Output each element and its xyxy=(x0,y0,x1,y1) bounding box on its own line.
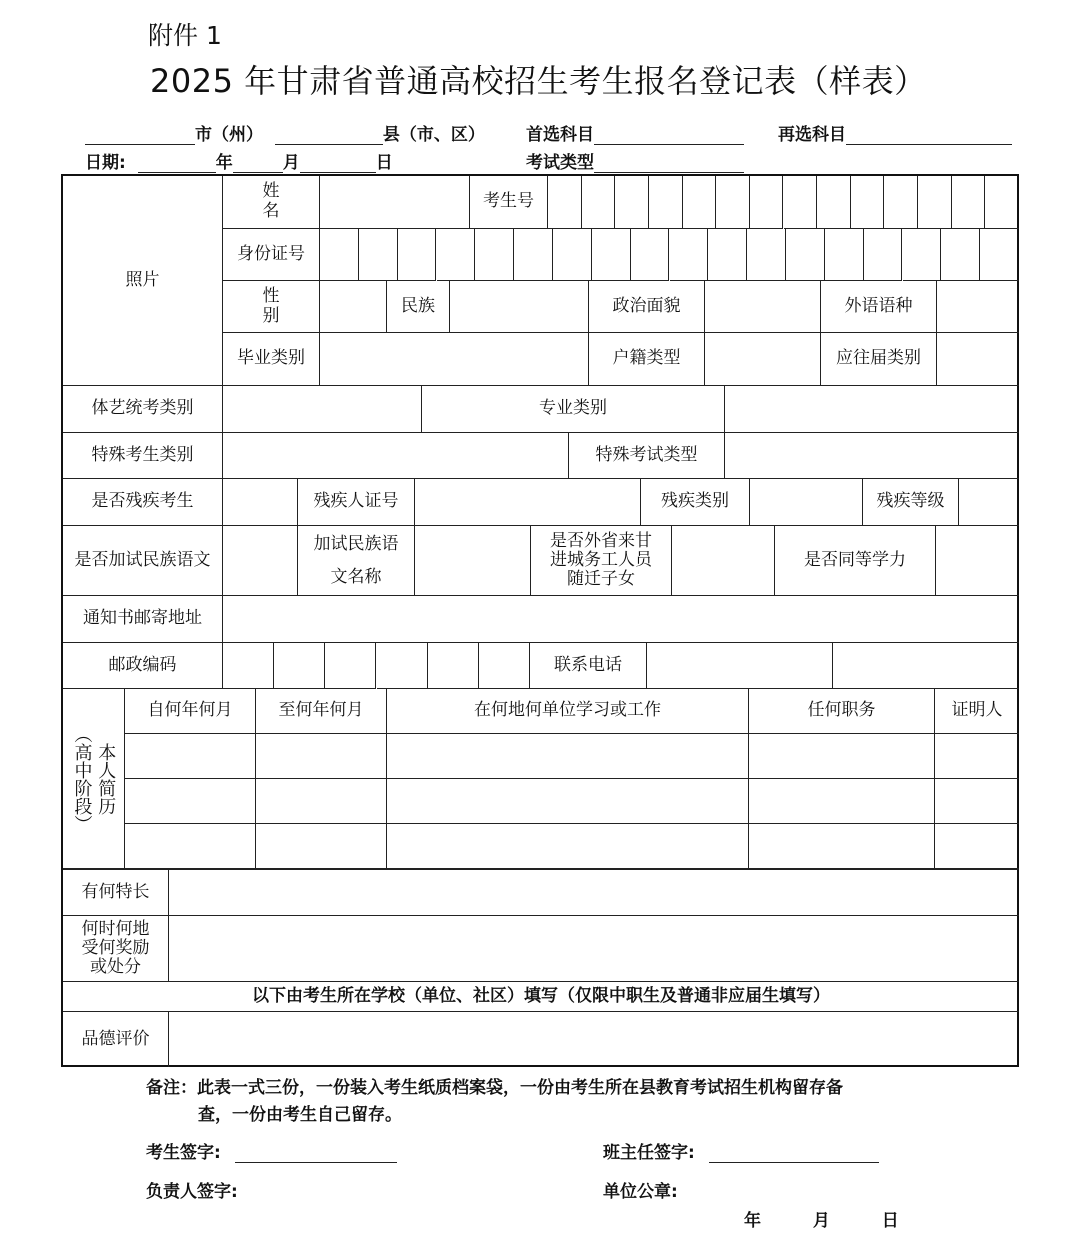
fresh-graduate-label: 应往届类别 xyxy=(836,348,921,369)
resume-cell[interactable] xyxy=(125,824,256,869)
phone-input-1[interactable] xyxy=(647,643,833,689)
specialty-input[interactable] xyxy=(169,869,1019,916)
id-digit-box[interactable] xyxy=(631,229,670,281)
gender-label: 性 别 xyxy=(262,285,349,326)
name-label: 姓 名 xyxy=(262,181,349,221)
resume-cell[interactable] xyxy=(935,734,1019,779)
seal-month-label: 月 xyxy=(812,1211,830,1231)
postal-code-label-cell xyxy=(63,643,223,689)
disability-type-label-cell xyxy=(641,479,750,526)
id-digit-box[interactable] xyxy=(980,229,1019,281)
date-label: 日期: xyxy=(85,153,126,173)
specialty-label-cell xyxy=(63,869,169,916)
political-status-input[interactable] xyxy=(705,281,821,333)
equivalent-education-label-cell xyxy=(775,526,936,596)
disability-level-label-cell xyxy=(863,479,959,526)
year-label: 年 xyxy=(215,153,233,173)
resume-cell[interactable] xyxy=(125,779,256,824)
candidate-no-digit-box[interactable] xyxy=(851,176,885,229)
migrant-child-label-line1: 是否外省来甘 xyxy=(550,531,652,552)
disabled-input[interactable] xyxy=(223,479,298,526)
resume-sublabel: （高中阶段） xyxy=(71,724,93,833)
moral-evaluation-label-cell xyxy=(63,1012,169,1067)
migrant-child-label-line3: 随迁子女 xyxy=(567,568,635,589)
household-type-label-cell xyxy=(589,333,705,386)
id-digit-box[interactable] xyxy=(398,229,437,281)
seal-year-label: 年 xyxy=(744,1211,761,1231)
id-digit-box[interactable] xyxy=(553,229,592,281)
special-exam-input[interactable] xyxy=(725,433,1019,479)
arts-sports-input[interactable] xyxy=(223,386,422,433)
special-exam-label-cell xyxy=(569,433,725,479)
postal-digit-box[interactable] xyxy=(377,643,428,689)
candidate-signature-label: 考生签字: xyxy=(146,1143,221,1163)
photo-label: 照片 xyxy=(125,269,160,290)
resume-cell[interactable] xyxy=(749,824,935,869)
id-digit-box[interactable] xyxy=(514,229,553,281)
candidate-no-digit-box[interactable] xyxy=(952,176,986,229)
school-fill-note-text: 以下由考生所在学校（单位、社区）填写（仅限中职生及普通非应届生填写） xyxy=(252,985,830,1006)
candidate-no-digit-box[interactable] xyxy=(649,176,683,229)
disability-type-input[interactable] xyxy=(750,479,863,526)
id-digit-box[interactable] xyxy=(359,229,398,281)
resume-header-position xyxy=(749,689,935,734)
foreign-language-label-cell xyxy=(821,281,937,333)
household-type-label: 户籍类型 xyxy=(612,348,681,369)
mailing-address-label-cell xyxy=(63,596,223,643)
id-digit-box[interactable] xyxy=(903,229,942,281)
resume-header-to xyxy=(256,689,387,734)
mailing-address-label: 通知书邮寄地址 xyxy=(83,608,202,629)
resume-cell[interactable] xyxy=(387,734,749,779)
disability-type-label: 残疾类别 xyxy=(661,491,729,512)
id-digit-box[interactable] xyxy=(592,229,631,281)
candidate-no-digit-box[interactable] xyxy=(716,176,750,229)
awards-input[interactable] xyxy=(169,916,1019,982)
candidate-no-digit-box[interactable] xyxy=(918,176,952,229)
resume-header-from xyxy=(125,689,256,734)
second-subject-label: 再选科目 xyxy=(778,125,846,145)
photo-cell[interactable] xyxy=(63,176,223,386)
resume-header-label: 至何年何月 xyxy=(278,700,364,721)
postal-digit-box[interactable] xyxy=(223,643,274,689)
resume-header-label: 自何年何月 xyxy=(147,700,233,721)
major-category-input[interactable] xyxy=(725,386,1019,433)
ethnic-language-name-label-line2: 文名称 xyxy=(330,566,382,587)
resume-header-witness xyxy=(935,689,1019,734)
foreign-language-label: 外语语种 xyxy=(844,295,913,316)
resume-header-place xyxy=(387,689,749,734)
awards-label-line2: 受何奖励 xyxy=(81,938,150,959)
candidate-no-digit-box[interactable] xyxy=(750,176,784,229)
ethnic-language-name-label-line1: 加试民族语 xyxy=(313,534,399,555)
date-year-field[interactable] xyxy=(138,154,216,173)
postal-digit-box[interactable] xyxy=(428,643,479,689)
month-label: 月 xyxy=(282,153,300,173)
moral-evaluation-label: 品德评价 xyxy=(81,1028,150,1049)
second-subject-field[interactable] xyxy=(846,126,1012,145)
id-digit-box[interactable] xyxy=(786,229,825,281)
arts-sports-label-cell xyxy=(63,386,223,433)
id-digit-box[interactable] xyxy=(708,229,747,281)
phone-label-cell xyxy=(530,643,647,689)
specialty-label: 有何特长 xyxy=(81,881,150,902)
first-subject-field[interactable] xyxy=(594,126,744,145)
first-subject-group xyxy=(526,120,744,145)
candidate-no-digit-box[interactable] xyxy=(548,176,582,229)
date-day-field[interactable] xyxy=(300,154,376,173)
postal-code-label: 邮政编码 xyxy=(108,654,177,675)
fresh-graduate-input[interactable] xyxy=(937,333,1019,386)
teacher-signature-group xyxy=(603,1138,879,1163)
leader-signature-label: 负责人签字: xyxy=(146,1182,238,1202)
equivalent-education-input[interactable] xyxy=(936,526,1019,596)
awards-label-cell xyxy=(63,916,169,982)
header-line-1 xyxy=(85,120,485,145)
candidate-no-digit-box[interactable] xyxy=(884,176,918,229)
candidate-signature-field[interactable] xyxy=(235,1144,397,1163)
id-digit-box[interactable] xyxy=(825,229,864,281)
id-digit-box[interactable] xyxy=(670,229,709,281)
resume-cell[interactable] xyxy=(387,824,749,869)
page-title: 2025 年甘肃省普通高校招生考生报名登记表（样表） xyxy=(150,62,927,100)
phone-input-2[interactable] xyxy=(833,643,1019,689)
major-category-label-cell xyxy=(422,386,725,433)
postal-digit-box[interactable] xyxy=(325,643,376,689)
county-field[interactable] xyxy=(275,126,383,145)
attachment-label: 附件 1 xyxy=(148,21,222,50)
seal-day-label: 日 xyxy=(881,1211,899,1231)
id-digit-box[interactable] xyxy=(320,229,359,281)
migrant-child-input[interactable] xyxy=(672,526,775,596)
school-fill-note xyxy=(63,982,1019,1012)
exam-type-field[interactable] xyxy=(594,154,744,173)
date-month-field[interactable] xyxy=(233,154,283,173)
candidate-signature-group xyxy=(146,1138,397,1163)
exam-type-group xyxy=(526,148,744,173)
migrant-child-label-line2: 进城务工人员 xyxy=(550,550,652,571)
candidate-no-digit-box[interactable] xyxy=(817,176,851,229)
resume-header-label: 任何职务 xyxy=(807,700,876,721)
disability-cert-label: 残疾人证号 xyxy=(313,491,399,512)
county-label: 县（市、区） xyxy=(382,125,485,145)
registration-form xyxy=(61,174,1019,1067)
id-digit-box[interactable] xyxy=(437,229,476,281)
fresh-graduate-label-cell xyxy=(821,333,937,386)
resume-label-cell xyxy=(63,689,125,869)
disabled-label-cell xyxy=(63,479,223,526)
candidate-no-label-cell xyxy=(470,176,548,229)
graduation-type-label-cell xyxy=(223,333,320,386)
moral-evaluation-input[interactable] xyxy=(169,1012,1019,1067)
special-candidate-label-cell xyxy=(63,433,223,479)
header-line-2 xyxy=(85,148,393,173)
gender-label-cell xyxy=(223,281,349,333)
unit-seal-label: 单位公章: xyxy=(603,1182,678,1202)
postal-digit-box[interactable] xyxy=(274,643,325,689)
name-label-cell xyxy=(223,176,349,229)
resume-cell[interactable] xyxy=(125,734,256,779)
migrant-child-label-cell xyxy=(531,526,672,596)
ethnicity-label: 民族 xyxy=(401,295,435,316)
disability-level-label: 残疾等级 xyxy=(876,491,945,512)
id-digit-box[interactable] xyxy=(941,229,980,281)
id-label: 身份证号 xyxy=(237,243,305,264)
political-status-label-cell xyxy=(589,281,705,333)
resume-cell[interactable] xyxy=(749,779,935,824)
political-status-label: 政治面貌 xyxy=(612,295,681,316)
ethnic-language-test-input[interactable] xyxy=(223,526,298,596)
seal-date xyxy=(744,1206,899,1231)
city-field[interactable] xyxy=(85,126,195,145)
disability-cert-input[interactable] xyxy=(415,479,641,526)
teacher-signature-field[interactable] xyxy=(709,1144,879,1163)
ethnicity-input[interactable] xyxy=(450,281,589,333)
candidate-no-digit-box[interactable] xyxy=(582,176,616,229)
id-label-cell xyxy=(223,229,320,281)
resume-cell[interactable] xyxy=(749,734,935,779)
special-candidate-input[interactable] xyxy=(223,433,569,479)
awards-label-line3: 或处分 xyxy=(90,956,141,977)
candidate-no-digit-box[interactable] xyxy=(985,176,1019,229)
second-subject-group xyxy=(778,120,1012,145)
foreign-language-input[interactable] xyxy=(937,281,1019,333)
teacher-signature-label: 班主任签字: xyxy=(603,1143,695,1163)
id-digit-box[interactable] xyxy=(475,229,514,281)
resume-header-label: 在何地何单位学习或工作 xyxy=(474,700,661,721)
first-subject-label: 首选科目 xyxy=(526,125,594,145)
phone-label: 联系电话 xyxy=(554,654,622,675)
candidate-no-label: 考生号 xyxy=(483,191,534,212)
candidate-no-digit-box[interactable] xyxy=(784,176,818,229)
resume-cell[interactable] xyxy=(387,779,749,824)
day-label: 日 xyxy=(375,153,393,173)
disability-level-input[interactable] xyxy=(959,479,1019,526)
ethnic-language-name-label-cell xyxy=(298,526,415,596)
footer-note-line1: 备注：此表一式三份，一份装入考生纸质档案袋，一份由考生所在县教育考试招生机构留存备 xyxy=(146,1078,843,1098)
household-type-input[interactable] xyxy=(705,333,821,386)
ethnicity-label-cell xyxy=(387,281,450,333)
major-category-label: 专业类别 xyxy=(539,398,607,419)
equivalent-education-label: 是否同等学力 xyxy=(804,549,906,570)
gender-input[interactable] xyxy=(320,281,387,333)
resume-cell[interactable] xyxy=(935,824,1019,869)
awards-label-line1: 何时何地 xyxy=(81,919,150,940)
name-input[interactable] xyxy=(320,176,470,229)
special-candidate-label: 特殊考生类别 xyxy=(91,444,194,465)
resume-cell[interactable] xyxy=(256,779,387,824)
postal-digit-box[interactable] xyxy=(479,643,530,689)
ethnic-language-test-label: 是否加试民族语文 xyxy=(74,549,211,570)
mailing-address-input[interactable] xyxy=(223,596,1019,643)
resume-cell[interactable] xyxy=(935,779,1019,824)
id-digit-box[interactable] xyxy=(864,229,903,281)
graduation-type-input[interactable] xyxy=(320,333,589,386)
resume-label: 本人简历 xyxy=(95,742,117,815)
resume-cell[interactable] xyxy=(256,824,387,869)
disabled-label: 是否残疾考生 xyxy=(91,491,194,512)
disability-cert-label-cell xyxy=(298,479,415,526)
graduation-type-label: 毕业类别 xyxy=(237,348,305,369)
candidate-no-digit-box[interactable] xyxy=(615,176,649,229)
ethnic-language-name-input[interactable] xyxy=(415,526,531,596)
special-exam-label: 特殊考试类型 xyxy=(595,444,698,465)
candidate-no-digit-box[interactable] xyxy=(683,176,717,229)
arts-sports-label: 体艺统考类别 xyxy=(91,398,194,419)
resume-cell[interactable] xyxy=(256,734,387,779)
city-label: 市（州） xyxy=(195,125,263,145)
id-digit-box[interactable] xyxy=(747,229,786,281)
resume-header-label: 证明人 xyxy=(951,700,1003,721)
exam-type-label: 考试类型 xyxy=(526,153,594,173)
ethnic-language-test-label-cell xyxy=(63,526,223,596)
footer-note-line2: 查，一份由考生自己留存。 xyxy=(198,1105,402,1125)
